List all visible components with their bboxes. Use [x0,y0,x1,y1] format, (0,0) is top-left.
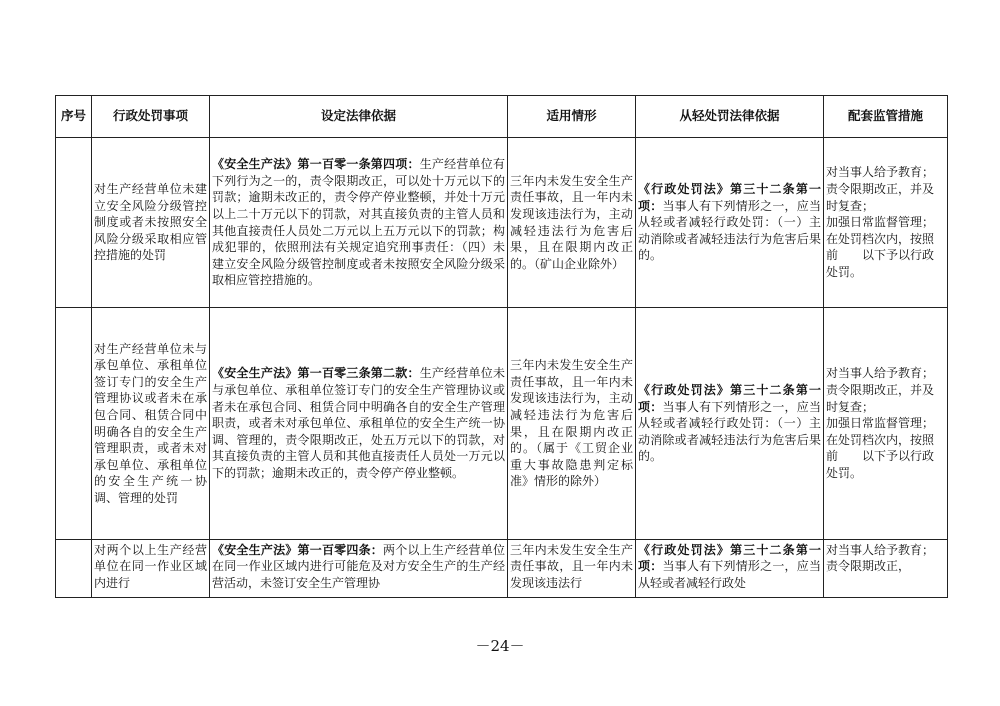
applicable-situation: 三年内未发生安全生产责任事故，且一年内未发现该违法行 [508,540,636,598]
penalty-item: 对两个以上生产经营单位在同一作业区域内进行 [92,540,210,598]
lighter-basis-title: 《行政处罚法》第三十二条第一项： [638,383,821,414]
legal-basis-title: 《安全生产法》第一百零一条第四项： [212,157,420,172]
header-situation: 适用情形 [508,96,636,138]
legal-basis-title: 《安全生产法》第一百零四条： [212,542,384,557]
legal-basis-title: 《安全生产法》第一百零三条第二款： [212,366,420,381]
measure-line: 责令限期改正，并及时复查； [826,182,935,213]
applicable-situation: 三年内未发生安全生产责任事故，且一年内未发现该违法行为，主动减轻违法行为危害后果，且在限期内改正的。（矿山企业除外） [508,138,636,308]
applicable-situation: 三年内未发生安全生产责任事故，且一年内未发现该违法行为，主动减轻违法行为危害后果，且在限期内改正的。（属于《工贸企业重大事故隐患判定标准》情形的除外） [508,308,636,540]
legal-basis-text: 生产经营单位未与承包单位、承租单位签订专门的安全生产管理协议或者未在承包合同、租赁合同中明确各自的安全生产管理职责，或者未对承包单位、承租单位的安全生产统一协调、管理的，责令限期改正，处五万元以下的罚款，对其直接负责的主管人员和其他直接责任人员处一万元以下的罚款；逾期未改正的，责令停产停业整顿。 [212,366,505,480]
lighter-basis-text: 当事人有下列情形之一，应当从轻或者减轻行政处罚：（一）主动消除或者减轻违法行为危害后果的。 [638,399,821,464]
lighter-basis [636,540,824,598]
header-row [56,96,948,138]
measure-line: 对当事人给予教育； [826,366,935,381]
legal-basis [210,540,508,598]
measure-line: 对当事人给予教育； [826,165,935,180]
measure-line: 责令限期改正， [826,559,911,574]
lighter-basis-text: 当事人有下列情形之一，应当从轻或者减轻行政处罚：（一）主动消除或者减轻违法行为危害后果的。 [638,198,821,263]
page-number: －24－ [475,637,525,655]
table-row [56,138,948,308]
header-lighter: 从轻处罚法律依据 [636,96,824,138]
table-row [56,308,948,540]
table-row [56,540,948,598]
header-no: 序号 [56,96,92,138]
measure-line: 加强日常监督管理； [826,416,935,431]
lighter-basis-title: 《行政处罚法》第三十二条第一项： [638,542,821,574]
lighter-basis [636,308,824,540]
measure-line: 对当事人给予教育； [826,542,935,557]
penalty-table [55,95,948,598]
header-measures: 配套监管措施 [824,96,948,138]
legal-basis-text: 生产经营单位有下列行为之一的，责令限期改正，可以处十万元以下的罚款；逾期未改正的，责令停产停业整顿，并处十万元以上二十万元以下的罚款，对其直接负责的主管人员和其他直接责任人员处二万元以上五万元以下的罚款；构成犯罪的，依照刑法有关规定追究刑事责任：（四）未建立安全风险分级管控制度或者未按照安全风险分级采取相应管控措施的。 [212,157,505,288]
lighter-basis-text: 当事人有下列情形之一，应当从轻或者减轻行政处 [638,559,821,590]
supervision-measures [824,540,948,598]
row-number [56,540,92,598]
measure-line: 加强日常监督管理； [826,215,935,230]
header-basis: 设定法律依据 [210,96,508,138]
lighter-basis-title: 《行政处罚法》第三十二条第一项： [638,182,821,213]
supervision-measures [824,138,948,308]
measure-line: 在处罚档次内，按照前 以下予以行政处罚。 [826,432,935,480]
penalty-item: 对生产经营单位未建立安全风险分级管控制度或者未按照安全风险分级采取相应管控措施的处罚 [92,138,210,308]
measure-line: 在处罚档次内，按照前 以下予以行政处罚。 [826,231,935,279]
legal-basis [210,138,508,308]
header-item: 行政处罚事项 [92,96,210,138]
legal-basis-text: 两个以上生产经营单位在同一作业区域内进行可能危及对方安全生产的生产经营活动，未签订安全生产管理协 [212,542,505,590]
supervision-measures [824,308,948,540]
penalty-item: 对生产经营单位未与承包单位、承租单位签订专门的安全生产管理协议或者未在承包合同、租赁合同中明确各自的安全生产管理职责，或者未对承包单位、承租单位的安全生产统一协调、管理的处罚 [92,308,210,540]
row-number [56,308,92,540]
measure-line: 责令限期改正，并及时复查； [826,383,935,414]
legal-basis [210,308,508,540]
lighter-basis [636,138,824,308]
row-number [56,138,92,308]
